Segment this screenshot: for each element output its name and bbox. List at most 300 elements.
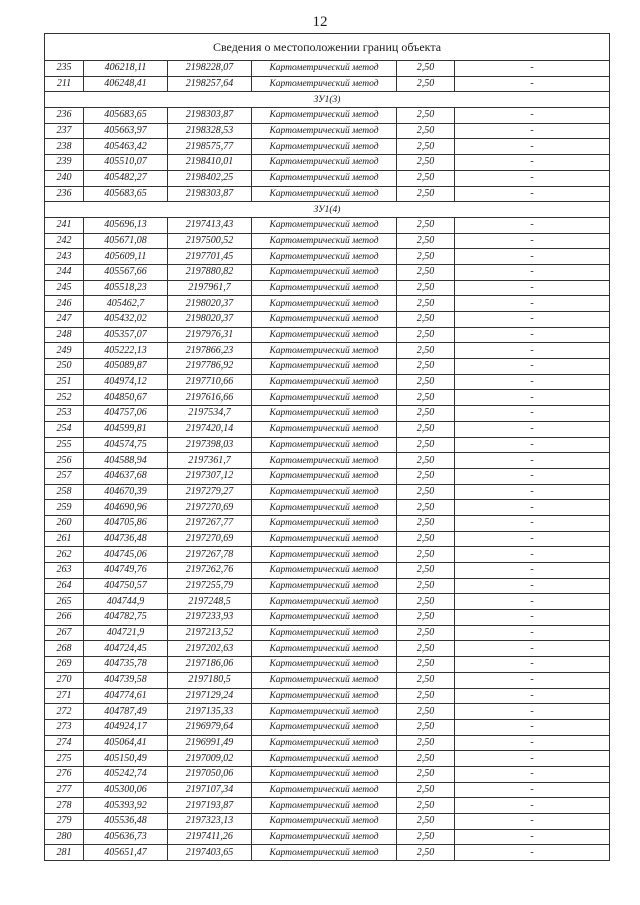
coord-y: 2197398,03 [168,437,252,453]
description-cell: - [455,641,610,657]
coord-x: 404574,75 [84,437,168,453]
coord-x: 405300,06 [84,782,168,798]
point-number: 254 [45,421,84,437]
description-cell: - [455,233,610,249]
accuracy-cell: 2,50 [397,437,455,453]
method-cell: Картометрический метод [252,61,397,77]
coord-y: 2198328,53 [168,123,252,139]
coord-x: 405150,49 [84,751,168,767]
description-cell: - [455,312,610,328]
description-cell: - [455,563,610,579]
description-cell: - [455,719,610,735]
coord-y: 2198020,37 [168,296,252,312]
method-cell: Картометрический метод [252,155,397,171]
coord-x: 404705,86 [84,515,168,531]
point-number: 247 [45,312,84,328]
coord-y: 2197262,76 [168,563,252,579]
point-number: 249 [45,343,84,359]
description-cell: - [455,766,610,782]
point-number: 211 [45,76,84,92]
table-row [45,233,610,249]
table-row [45,672,610,688]
coord-y: 2197186,06 [168,657,252,673]
method-cell: Картометрический метод [252,814,397,830]
coord-y: 2197009,02 [168,751,252,767]
coord-x: 404744,9 [84,594,168,610]
accuracy-cell: 2,50 [397,390,455,406]
method-cell: Картометрический метод [252,704,397,720]
method-cell: Картометрический метод [252,751,397,767]
coord-x: 405463,42 [84,139,168,155]
accuracy-cell: 2,50 [397,719,455,735]
point-number: 266 [45,610,84,626]
accuracy-cell: 2,50 [397,217,455,233]
table-row [45,610,610,626]
accuracy-cell: 2,50 [397,610,455,626]
table-row [45,625,610,641]
coord-y: 2197248,5 [168,594,252,610]
method-cell: Картометрический метод [252,453,397,469]
table-row [45,719,610,735]
coord-y: 2197135,33 [168,704,252,720]
table-row [45,845,610,861]
accuracy-cell: 2,50 [397,468,455,484]
coord-x: 404735,78 [84,657,168,673]
coord-x: 405393,92 [84,798,168,814]
accuracy-cell: 2,50 [397,155,455,171]
accuracy-cell: 2,50 [397,547,455,563]
point-number: 238 [45,139,84,155]
description-cell: - [455,139,610,155]
coord-x: 405432,02 [84,312,168,328]
table-row [45,829,610,845]
description-cell: - [455,814,610,830]
accuracy-cell: 2,50 [397,312,455,328]
accuracy-cell: 2,50 [397,123,455,139]
description-cell: - [455,610,610,626]
point-number: 236 [45,108,84,124]
table-row [45,782,610,798]
table-row [45,123,610,139]
coord-y: 2197270,69 [168,531,252,547]
method-cell: Картометрический метод [252,390,397,406]
accuracy-cell: 2,50 [397,280,455,296]
table-row [45,155,610,171]
method-cell: Картометрический метод [252,782,397,798]
coord-x: 404670,39 [84,484,168,500]
coord-y: 2198228,07 [168,61,252,77]
table-row [45,421,610,437]
coord-x: 404745,06 [84,547,168,563]
accuracy-cell: 2,50 [397,108,455,124]
table-row [45,249,610,265]
table-row [45,735,610,751]
method-cell: Картометрический метод [252,547,397,563]
coord-y: 2198257,64 [168,76,252,92]
description-cell: - [455,515,610,531]
method-cell: Картометрический метод [252,359,397,375]
coord-y: 2197307,12 [168,468,252,484]
coord-x: 405089,87 [84,359,168,375]
description-cell: - [455,249,610,265]
table-row [45,766,610,782]
coord-y: 2197255,79 [168,578,252,594]
coord-y: 2198402,25 [168,170,252,186]
point-number: 241 [45,217,84,233]
coord-y: 2198575,77 [168,139,252,155]
table-row [45,374,610,390]
table-row [45,343,610,359]
coord-y: 2197786,92 [168,359,252,375]
description-cell: - [455,594,610,610]
coord-x: 405536,48 [84,814,168,830]
point-number: 255 [45,437,84,453]
description-cell: - [455,123,610,139]
point-number: 235 [45,61,84,77]
description-cell: - [455,76,610,92]
coord-y: 2197270,69 [168,500,252,516]
accuracy-cell: 2,50 [397,845,455,861]
point-number: 260 [45,515,84,531]
coord-x: 405242,74 [84,766,168,782]
point-number: 242 [45,233,84,249]
table-row [45,280,610,296]
coord-y: 2197267,78 [168,547,252,563]
accuracy-cell: 2,50 [397,186,455,202]
coord-y: 2198020,37 [168,312,252,328]
accuracy-cell: 2,50 [397,798,455,814]
table-row [45,217,610,233]
point-number: 237 [45,123,84,139]
coord-x: 405482,27 [84,170,168,186]
point-number: 269 [45,657,84,673]
table-row [45,390,610,406]
coord-y: 2197411,26 [168,829,252,845]
description-cell: - [455,108,610,124]
table-row [45,814,610,830]
method-cell: Картометрический метод [252,563,397,579]
coord-x: 404721,9 [84,625,168,641]
method-cell: Картометрический метод [252,217,397,233]
coord-y: 2197710,66 [168,374,252,390]
description-cell: - [455,170,610,186]
coord-y: 2197193,87 [168,798,252,814]
accuracy-cell: 2,50 [397,657,455,673]
coord-x: 404599,81 [84,421,168,437]
accuracy-cell: 2,50 [397,641,455,657]
coord-x: 405222,13 [84,343,168,359]
point-number: 265 [45,594,84,610]
point-number: 280 [45,829,84,845]
point-number: 251 [45,374,84,390]
method-cell: Картометрический метод [252,657,397,673]
table-row [45,484,610,500]
point-number: 248 [45,327,84,343]
coord-y: 2197129,24 [168,688,252,704]
method-cell: Картометрический метод [252,500,397,516]
point-number: 275 [45,751,84,767]
accuracy-cell: 2,50 [397,625,455,641]
table-title: Сведения о местоположении границ объекта [45,34,610,61]
description-cell: - [455,688,610,704]
accuracy-cell: 2,50 [397,139,455,155]
accuracy-cell: 2,50 [397,61,455,77]
accuracy-cell: 2,50 [397,170,455,186]
table-row [45,594,610,610]
coord-y: 2197616,66 [168,390,252,406]
accuracy-cell: 2,50 [397,264,455,280]
coord-y: 2198410,01 [168,155,252,171]
accuracy-cell: 2,50 [397,406,455,422]
table-row [45,139,610,155]
point-number: 239 [45,155,84,171]
description-cell: - [455,531,610,547]
coord-y: 2197107,34 [168,782,252,798]
point-number: 274 [45,735,84,751]
coord-y: 2197233,93 [168,610,252,626]
coord-x: 404690,96 [84,500,168,516]
coord-x: 404924,17 [84,719,168,735]
coord-x: 406248,41 [84,76,168,92]
method-cell: Картометрический метод [252,170,397,186]
table-row [45,296,610,312]
coord-x: 404782,75 [84,610,168,626]
point-number: 273 [45,719,84,735]
point-number: 246 [45,296,84,312]
method-cell: Картометрический метод [252,108,397,124]
section-row [45,202,610,218]
coord-x: 404750,57 [84,578,168,594]
table-row [45,515,610,531]
description-cell: - [455,484,610,500]
point-number: 253 [45,406,84,422]
coord-y: 2197413,43 [168,217,252,233]
coord-y: 2197403,65 [168,845,252,861]
table-row [45,406,610,422]
coord-x: 405651,47 [84,845,168,861]
coord-x: 404749,76 [84,563,168,579]
description-cell: - [455,782,610,798]
point-number: 271 [45,688,84,704]
description-cell: - [455,468,610,484]
accuracy-cell: 2,50 [397,327,455,343]
accuracy-cell: 2,50 [397,249,455,265]
method-cell: Картометрический метод [252,845,397,861]
point-number: 259 [45,500,84,516]
description-cell: - [455,217,610,233]
method-cell: Картометрический метод [252,327,397,343]
method-cell: Картометрический метод [252,249,397,265]
method-cell: Картометрический метод [252,578,397,594]
method-cell: Картометрический метод [252,406,397,422]
table-row [45,264,610,280]
accuracy-cell: 2,50 [397,704,455,720]
method-cell: Картометрический метод [252,374,397,390]
table-row [45,327,610,343]
accuracy-cell: 2,50 [397,421,455,437]
coord-y: 2197701,45 [168,249,252,265]
coord-x: 404739,58 [84,672,168,688]
coord-x: 405683,65 [84,186,168,202]
coord-x: 405462,7 [84,296,168,312]
coord-x: 405518,23 [84,280,168,296]
table-row [45,751,610,767]
table-row [45,359,610,375]
coord-y: 2197202,63 [168,641,252,657]
description-cell: - [455,280,610,296]
coord-y: 2197976,31 [168,327,252,343]
coord-x: 406218,11 [84,61,168,77]
method-cell: Картометрический метод [252,766,397,782]
point-number: 281 [45,845,84,861]
accuracy-cell: 2,50 [397,672,455,688]
accuracy-cell: 2,50 [397,515,455,531]
description-cell: - [455,61,610,77]
accuracy-cell: 2,50 [397,814,455,830]
coord-y: 2197880,82 [168,264,252,280]
point-number: 250 [45,359,84,375]
table-row [45,186,610,202]
table-row [45,798,610,814]
point-number: 279 [45,814,84,830]
method-cell: Картометрический метод [252,123,397,139]
section-label: ЗУ1(4) [45,202,610,218]
table-row [45,76,610,92]
accuracy-cell: 2,50 [397,374,455,390]
coord-x: 404588,94 [84,453,168,469]
description-cell: - [455,547,610,563]
coord-y: 2197213,52 [168,625,252,641]
table-body [45,34,610,861]
description-cell: - [455,845,610,861]
description-cell: - [455,296,610,312]
table-row [45,688,610,704]
method-cell: Картометрический метод [252,515,397,531]
coord-x: 404736,48 [84,531,168,547]
coord-y: 2197361,7 [168,453,252,469]
method-cell: Картометрический метод [252,672,397,688]
accuracy-cell: 2,50 [397,829,455,845]
coord-x: 405609,11 [84,249,168,265]
accuracy-cell: 2,50 [397,766,455,782]
coord-y: 2197961,7 [168,280,252,296]
point-number: 261 [45,531,84,547]
coord-x: 404787,49 [84,704,168,720]
point-number: 240 [45,170,84,186]
method-cell: Картометрический метод [252,610,397,626]
table-row [45,437,610,453]
method-cell: Картометрический метод [252,688,397,704]
accuracy-cell: 2,50 [397,578,455,594]
description-cell: - [455,186,610,202]
accuracy-cell: 2,50 [397,751,455,767]
description-cell: - [455,374,610,390]
description-cell: - [455,500,610,516]
method-cell: Картометрический метод [252,594,397,610]
method-cell: Картометрический метод [252,719,397,735]
point-number: 258 [45,484,84,500]
coord-x: 405636,73 [84,829,168,845]
accuracy-cell: 2,50 [397,735,455,751]
description-cell: - [455,453,610,469]
method-cell: Картометрический метод [252,264,397,280]
coord-x: 405696,13 [84,217,168,233]
point-number: 245 [45,280,84,296]
method-cell: Картометрический метод [252,531,397,547]
description-cell: - [455,264,610,280]
point-number: 268 [45,641,84,657]
method-cell: Картометрический метод [252,625,397,641]
coord-y: 2197050,06 [168,766,252,782]
description-cell: - [455,798,610,814]
table-row [45,108,610,124]
accuracy-cell: 2,50 [397,484,455,500]
method-cell: Картометрический метод [252,296,397,312]
table-row [45,578,610,594]
boundary-points-table [44,33,610,861]
accuracy-cell: 2,50 [397,453,455,469]
table-row [45,170,610,186]
point-number: 244 [45,264,84,280]
coord-x: 404850,67 [84,390,168,406]
point-number: 257 [45,468,84,484]
method-cell: Картометрический метод [252,641,397,657]
point-number: 256 [45,453,84,469]
point-number: 263 [45,563,84,579]
coord-y: 2197279,27 [168,484,252,500]
coord-x: 405663,97 [84,123,168,139]
coord-x: 405064,41 [84,735,168,751]
table-row [45,704,610,720]
coord-x: 404774,61 [84,688,168,704]
table-row [45,547,610,563]
table-row [45,453,610,469]
coord-x: 404974,12 [84,374,168,390]
table-header-row [45,34,610,61]
method-cell: Картометрический метод [252,343,397,359]
description-cell: - [455,578,610,594]
method-cell: Картометрический метод [252,139,397,155]
table-row [45,312,610,328]
accuracy-cell: 2,50 [397,563,455,579]
description-cell: - [455,155,610,171]
point-number: 252 [45,390,84,406]
point-number: 267 [45,625,84,641]
method-cell: Картометрический метод [252,468,397,484]
description-cell: - [455,327,610,343]
point-number: 264 [45,578,84,594]
method-cell: Картометрический метод [252,421,397,437]
description-cell: - [455,704,610,720]
coord-y: 2197420,14 [168,421,252,437]
description-cell: - [455,657,610,673]
description-cell: - [455,735,610,751]
coord-y: 2197500,52 [168,233,252,249]
accuracy-cell: 2,50 [397,782,455,798]
description-cell: - [455,751,610,767]
coord-x: 405567,66 [84,264,168,280]
table-row [45,468,610,484]
method-cell: Картометрический метод [252,312,397,328]
coord-x: 404637,68 [84,468,168,484]
section-label: ЗУ1(3) [45,92,610,108]
method-cell: Картометрический метод [252,186,397,202]
accuracy-cell: 2,50 [397,688,455,704]
point-number: 236 [45,186,84,202]
method-cell: Картометрический метод [252,76,397,92]
method-cell: Картометрический метод [252,798,397,814]
point-number: 272 [45,704,84,720]
